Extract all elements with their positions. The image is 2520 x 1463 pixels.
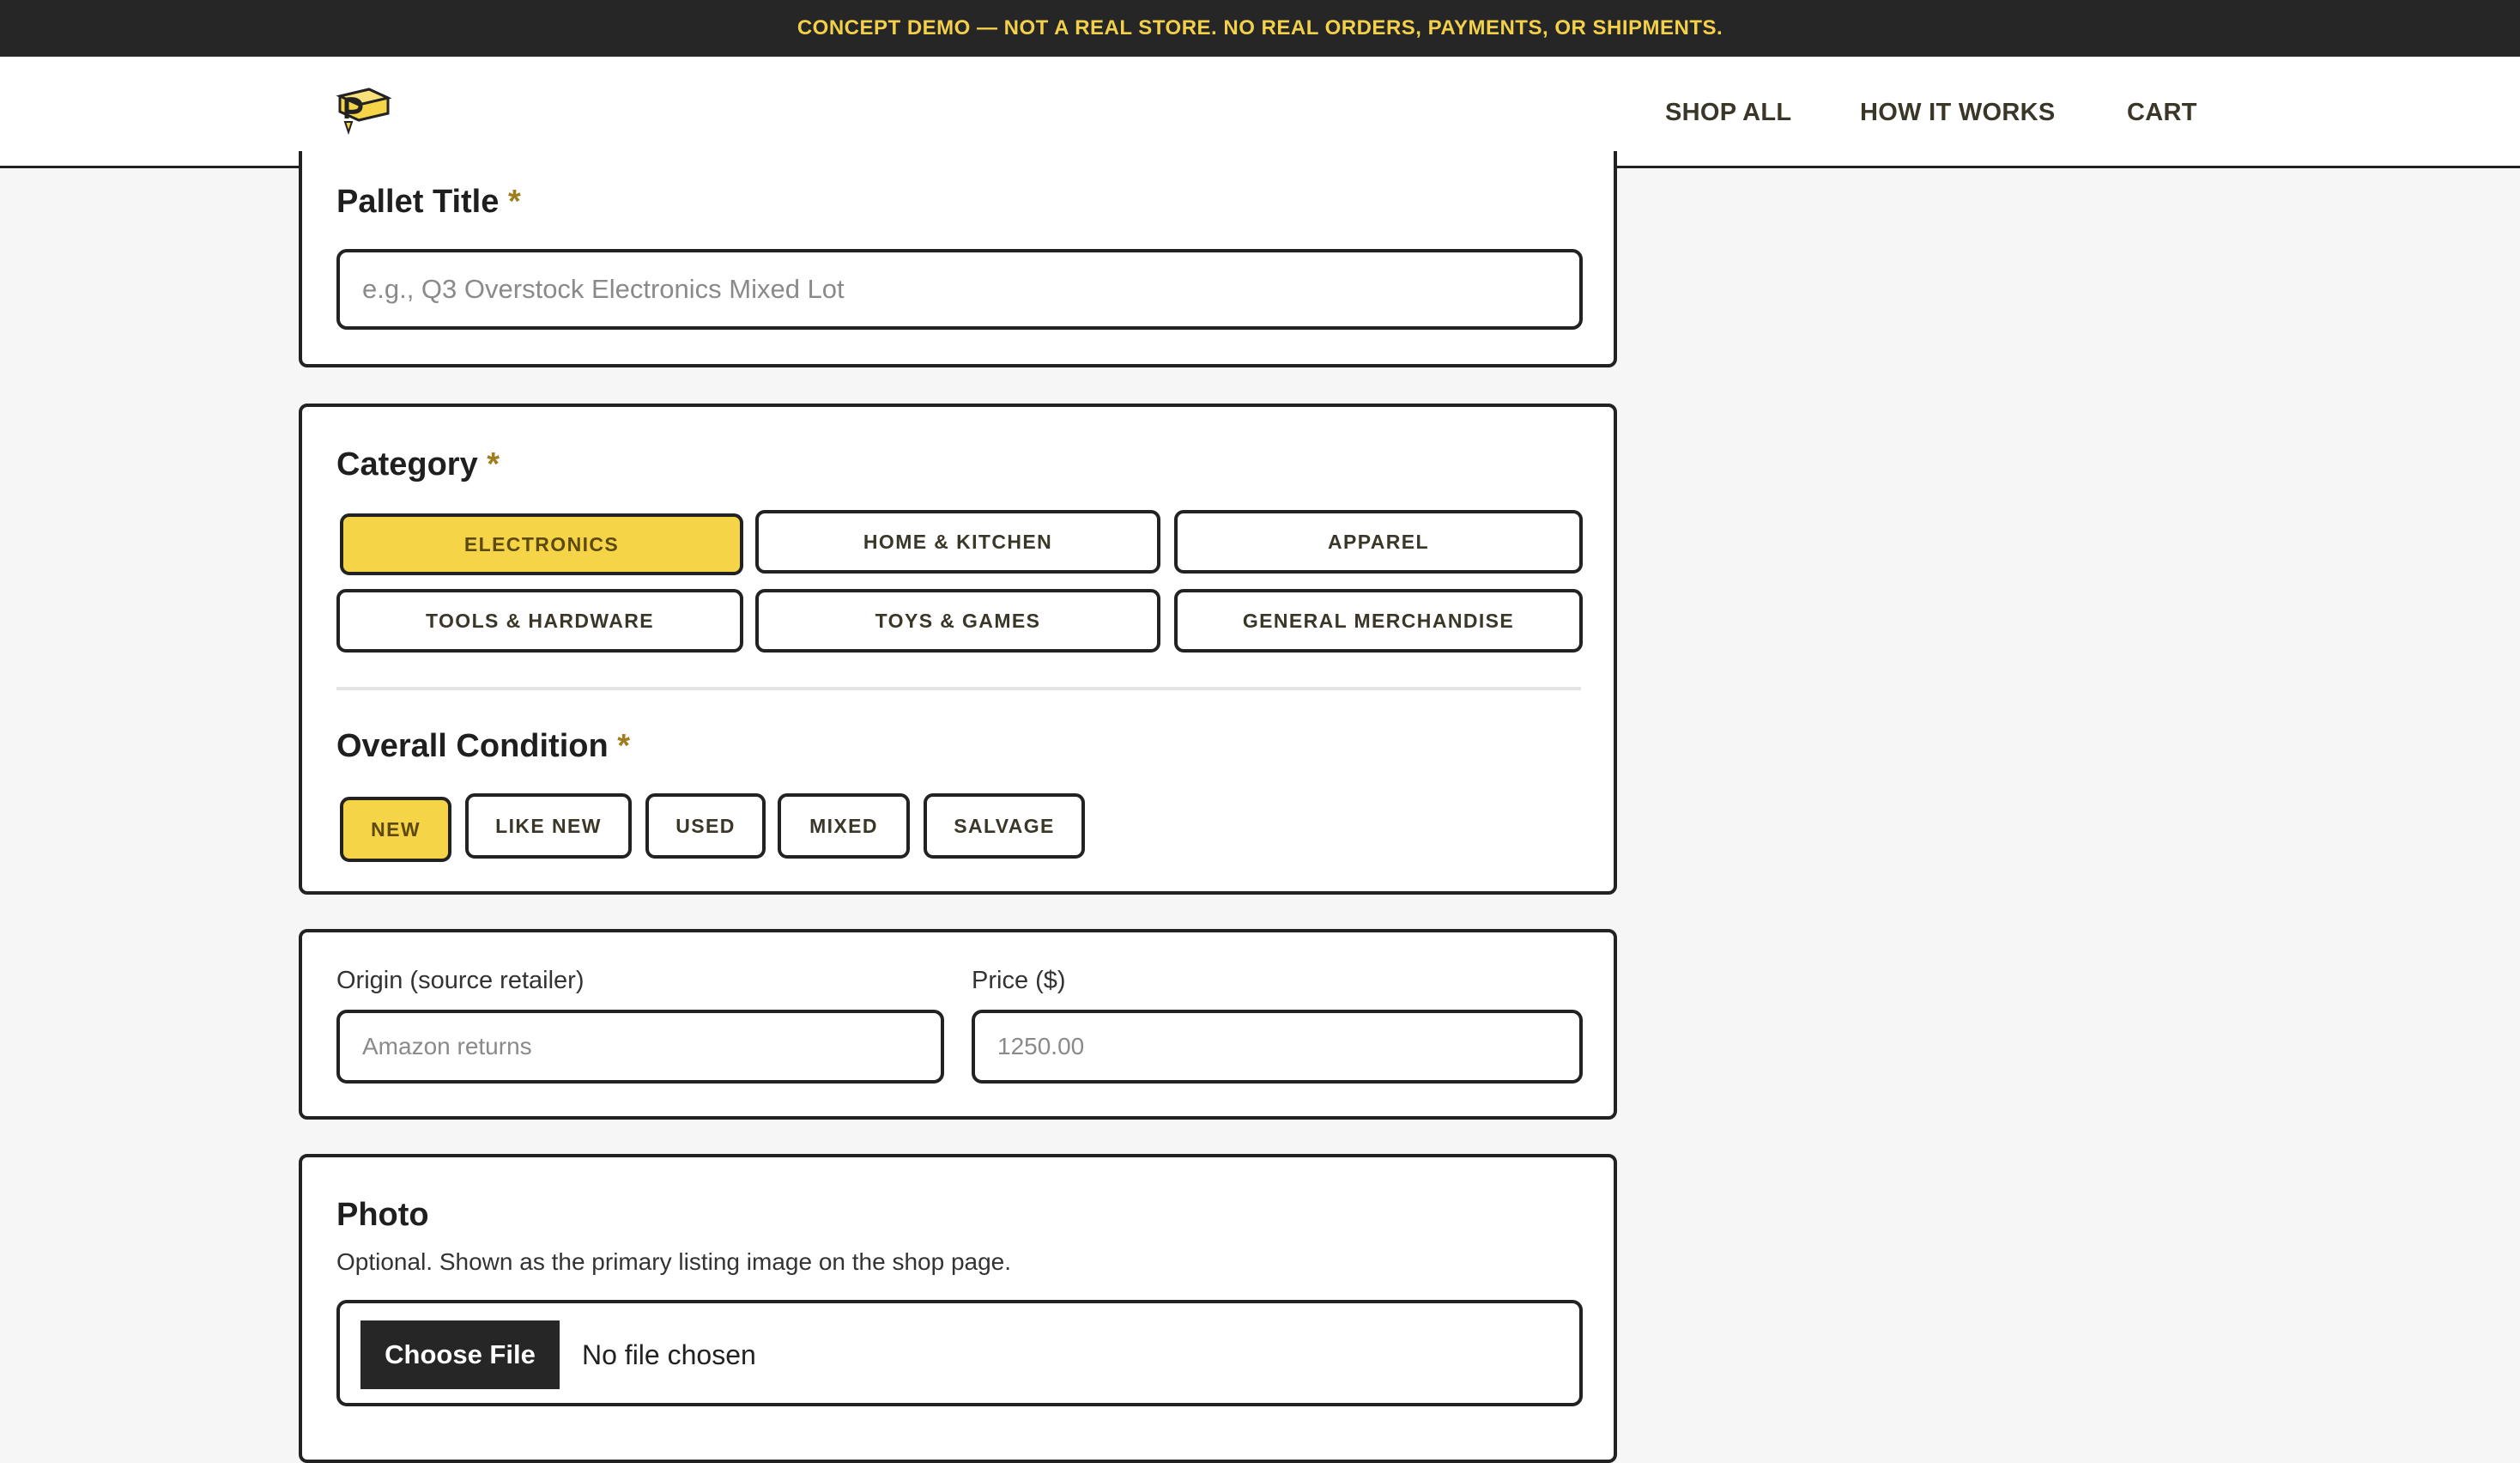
price-label: Price ($) [972,967,1066,994]
category-label [336,446,500,483]
origin-label: Origin (source retailer) [336,967,585,994]
price-input[interactable] [972,1010,1583,1084]
category-home-kitchen[interactable]: HOME & KITCHEN [755,510,1160,574]
nav-shop-all[interactable]: SHOP ALL [1665,98,1792,126]
condition-label [336,728,630,765]
demo-banner-text: CONCEPT DEMO — NOT A REAL STORE. NO REAL ORDERS, PAYMENTS, OR SHIPMENTS. [797,16,1723,39]
title-card [299,151,1617,367]
required-mark: * [507,184,521,220]
condition-like-new[interactable]: LIKE NEW [465,793,632,859]
pallet-logo-icon [335,84,393,139]
category-condition-card [299,404,1617,895]
category-label-text: Category [336,446,478,483]
condition-salvage[interactable]: SALVAGE [924,793,1085,859]
required-mark: * [487,446,500,483]
category-general-merchandise[interactable]: GENERAL MERCHANDISE [1174,589,1583,653]
pallet-title-placeholder: e.g., Q3 Overstock Electronics Mixed Lot [362,274,845,304]
condition-label-text: Overall Condition [336,728,609,764]
origin-price-card [299,929,1617,1120]
photo-file-input[interactable] [336,1300,1583,1406]
demo-banner [0,0,2520,57]
pallet-title-input[interactable] [336,249,1583,330]
photo-card [299,1154,1617,1463]
condition-used[interactable]: USED [645,793,766,859]
category-electronics[interactable]: ELECTRONICS [340,513,743,575]
required-mark: * [617,728,631,764]
pallet-title-label [336,184,521,221]
category-apparel[interactable]: APPAREL [1174,510,1583,574]
choose-file-button[interactable]: Choose File [360,1320,560,1389]
photo-helper-text: Optional. Shown as the primary listing image on the shop page. [336,1248,1012,1275]
price-placeholder: 1250.00 [997,1033,1085,1059]
category-tools-hardware[interactable]: TOOLS & HARDWARE [336,589,743,653]
pallet-title-label-text: Pallet Title [336,184,500,220]
pallet-shop-logo[interactable] [335,84,393,139]
nav-cart[interactable]: CART [2127,98,2197,126]
file-status-text: No file chosen [582,1339,756,1370]
category-toys-games[interactable]: TOYS & GAMES [755,589,1160,653]
section-divider [336,687,1581,690]
nav-how-it-works[interactable]: HOW IT WORKS [1860,98,2056,126]
origin-placeholder: Amazon returns [362,1033,532,1059]
condition-mixed[interactable]: MIXED [778,793,910,859]
photo-label: Photo [336,1197,429,1233]
origin-input[interactable] [336,1010,944,1084]
condition-new[interactable]: NEW [340,797,451,862]
